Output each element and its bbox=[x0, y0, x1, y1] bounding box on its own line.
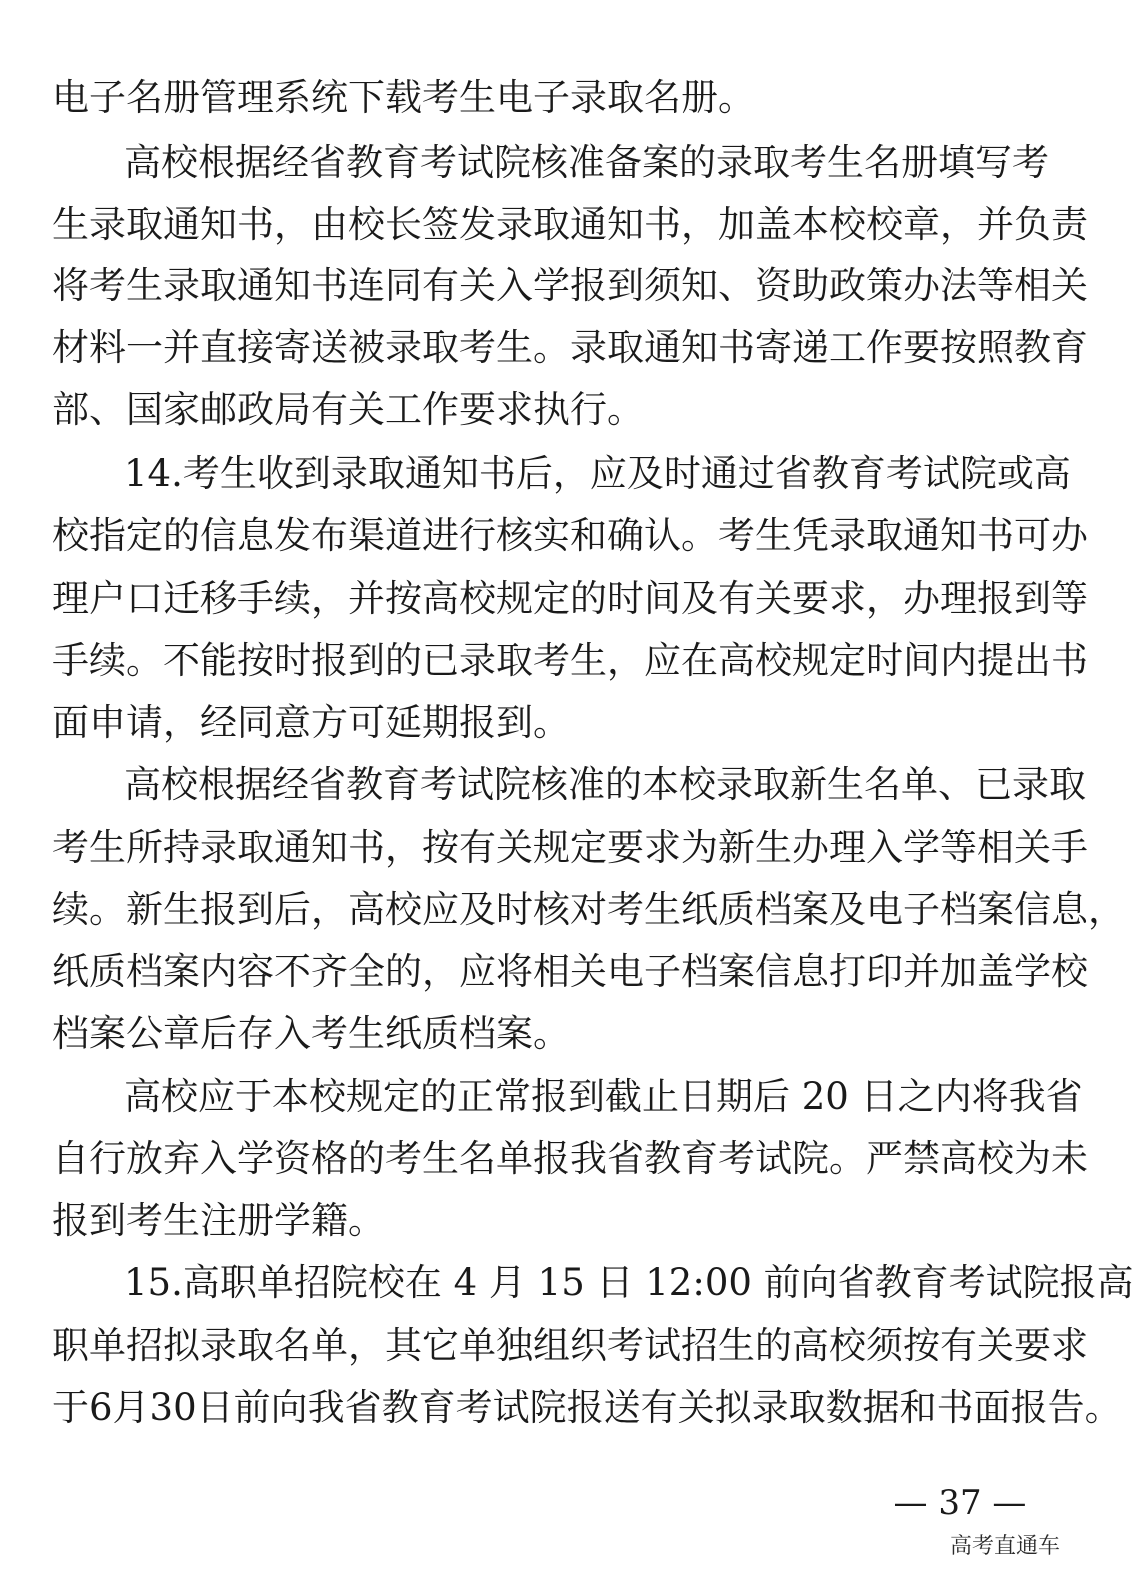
text-line: 理户口迁移手续，并按高校规定的时间及有关要求，办理报到等 bbox=[52, 577, 1088, 620]
text-line: 职单招拟录取名单，其它单独组织考试招生的高校须按有关要求 bbox=[52, 1324, 1088, 1367]
text-line: 自行放弃入学资格的考生名单报我省教育考试院。严禁高校为未 bbox=[52, 1137, 1088, 1180]
text-line: 材料一并直接寄送被录取考生。录取通知书寄递工作要按照教育 bbox=[52, 326, 1088, 369]
paragraph-first-line: 14.考生收到录取通知书后，应及时通过省教育考试院或高 bbox=[124, 452, 1071, 495]
page-number: — 37 — bbox=[893, 1483, 1027, 1523]
text-line: 将考生录取通知书连同有关入学报到须知、资助政策办法等相关 bbox=[52, 264, 1088, 307]
text-line: 考生所持录取通知书，按有关规定要求为新生办理入学等相关手 bbox=[52, 826, 1088, 869]
paragraph-first-line: 高校根据经省教育考试院核准备案的录取考生名册填写考 bbox=[124, 141, 1049, 184]
text-line: 纸质档案内容不齐全的，应将相关电子档案信息打印并加盖学校 bbox=[52, 950, 1088, 993]
text-line: 面申请，经同意方可延期报到。 bbox=[52, 701, 570, 744]
text-line: 生录取通知书，由校长签发录取通知书，加盖本校校章，并负责 bbox=[52, 203, 1088, 246]
paragraph-first-line: 高校根据经省教育考试院核准的本校录取新生名单、已录取 bbox=[124, 763, 1086, 806]
text-line: 校指定的信息发布渠道进行核实和确认。考生凭录取通知书可办 bbox=[52, 514, 1088, 557]
text-line: 报到考生注册学籍。 bbox=[52, 1199, 385, 1242]
text-line: 档案公章后存入考生纸质档案。 bbox=[52, 1012, 570, 1055]
text-line: 手续。不能按时报到的已录取考生，应在高校规定时间内提出书 bbox=[52, 639, 1088, 682]
watermark: 高考直通车 bbox=[949, 1534, 1060, 1559]
text-line: 续。新生报到后，高校应及时核对考生纸质档案及电子档案信息， bbox=[52, 888, 1125, 931]
text-line: 于6月30日前向我省教育考试院报送有关拟录取数据和书面报告。 bbox=[52, 1386, 1122, 1429]
paragraph-first-line: 高校应于本校规定的正常报到截止日期后 20 日之内将我省 bbox=[124, 1075, 1083, 1118]
text-line: 电子名册管理系统下载考生电子录取名册。 bbox=[52, 76, 755, 119]
paragraph-first-line: 15.高职单招院校在 4 月 15 日 12:00 前向省教育考试院报高 bbox=[124, 1261, 1134, 1304]
text-line: 部、国家邮政局有关工作要求执行。 bbox=[52, 388, 644, 431]
